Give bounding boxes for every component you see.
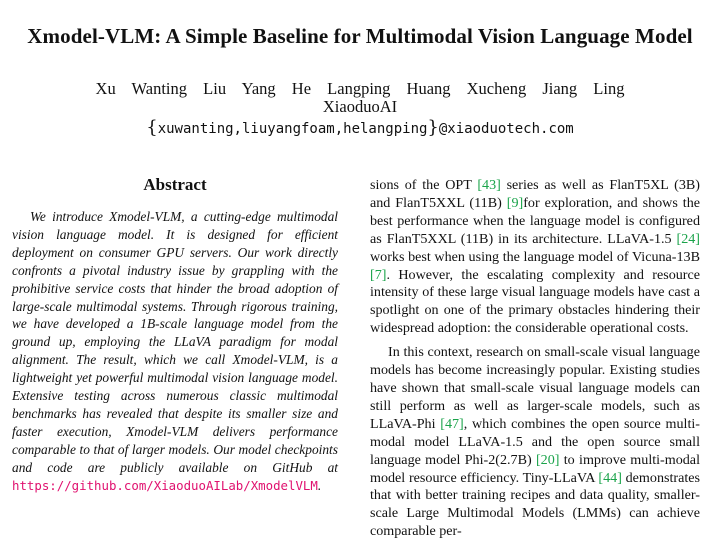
body-paragraph-1 <box>370 177 700 338</box>
text-run: demonstrates that with better training recipes and data quality, smaller-scale Large Multimodal Models (LMMs) can achieve comparable per- <box>370 469 700 540</box>
author-name: Liu Yang <box>203 79 276 98</box>
email-close-brace: } <box>427 117 439 138</box>
author-name: Xu Wanting <box>95 79 188 98</box>
abstract-body: We introduce Xmodel-VLM, a cutting-edge multimodal vision language model. It is designed for efficient deployment on consumer GPU servers. Our work directly confronts a pivotal industry issue by grappling with the prohibitive service costs that hinder the broad adoption of large-scale multimodal systems. Through rigorous training, we have developed a 1B-scale language model from the ground up, employing the LLaVA paradigm for modal alignment. The result, which we call Xmodel-VLM, is a lightweight yet powerful multimodal vision language model. Extensive testing across numerous classic multimodal benchmarks has revealed that despite its smaller size and faster execution, Xmodel-VLM delivers performance comparable to that of larger models. Our model checkpoints and code are publicly available on GitHub at <box>12 209 338 475</box>
text-run: , which combines the open source multi-modal model LLaVA-1.5 and the open source small language model Phi-2(2.7B) <box>370 415 701 468</box>
citation-link[interactable]: [43] <box>477 177 501 193</box>
abstract-heading: Abstract <box>143 175 207 194</box>
text-run: works best when using the language model of Vicuna-13B <box>370 248 700 265</box>
affiliation: XiaoduoAI <box>322 97 398 116</box>
email-names: xuwanting,liuyangfoam,helangping <box>157 121 428 137</box>
text-run: sions of the OPT <box>370 177 478 193</box>
citation-link[interactable]: [47] <box>440 415 464 432</box>
body-paragraph-2 <box>370 344 700 541</box>
citation-link[interactable]: [44] <box>598 469 622 486</box>
github-link[interactable]: https://github.com/XiaoduoAILab/XmodelVLM <box>12 477 318 493</box>
author-name: Jiang Ling <box>542 79 625 98</box>
body-column <box>370 177 700 541</box>
text-run: In this context, research on small-scale visual language models has become increasingly popular. Existing studies have shown that small-scale visual language models can still perform as well as larger-scale models, such as LLaVA-Phi <box>370 344 700 432</box>
email-list <box>0 117 720 138</box>
email-domain: @xiaoduotech.com <box>438 121 574 137</box>
text-run: for exploration, and shows the best performance when the language model is configured as FlanT5XXL (11B) in its architecture. LLaVA-1.5 <box>370 194 701 247</box>
author-name: Huang Xucheng <box>406 79 527 98</box>
citation-link[interactable]: [20] <box>535 451 560 468</box>
author-name: He Langping <box>291 79 391 98</box>
abstract-text <box>12 208 338 495</box>
paper-title: Xmodel-VLM: A Simple Baseline for Multimodal Vision Language Model <box>27 24 693 48</box>
citation-link[interactable]: [9] <box>506 194 524 211</box>
citation-link[interactable]: [7] <box>370 266 387 283</box>
text-run: . However, the escalating complexity and resource intensity of these large visual language models have cast a spotlight on one of the primary obstacles hindering their widespread adoption: the considerable operational costs. <box>370 266 700 337</box>
abstract-end: . <box>317 477 322 493</box>
email-open-brace: { <box>146 117 158 138</box>
text-run: to improve multi-modal model resource efficiency. Tiny-LLaVA <box>370 451 700 486</box>
text-run: series as well as FlanT5XL (3B) and FlanT5XXL (11B) <box>370 177 700 211</box>
author-list <box>0 79 720 99</box>
citation-link[interactable]: [24] <box>676 230 700 247</box>
